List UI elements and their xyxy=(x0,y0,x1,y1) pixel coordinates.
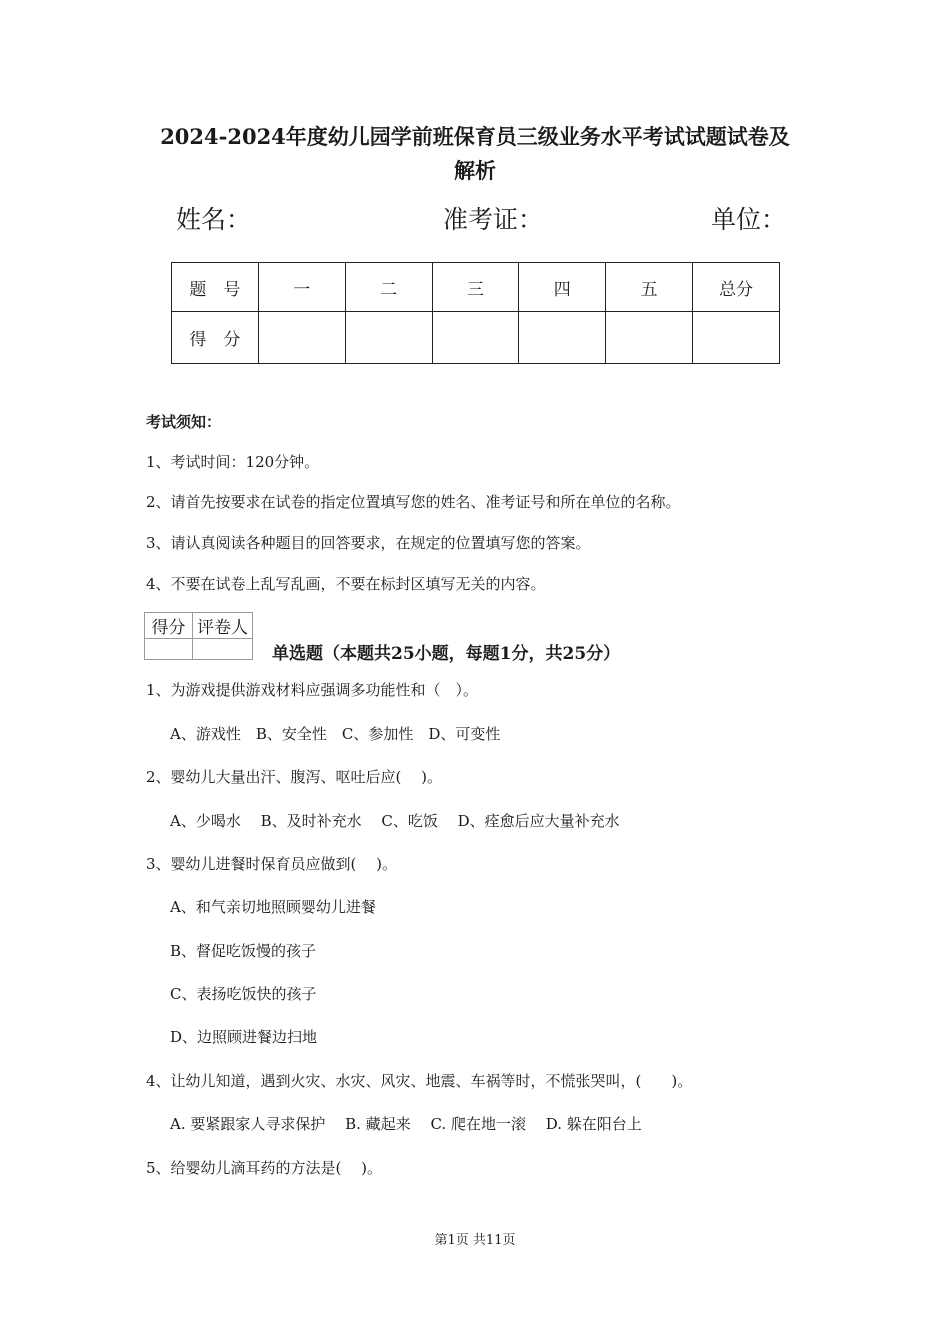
header-cell-question-no: 题 号 xyxy=(172,263,259,312)
header-cell-3: 三 xyxy=(432,263,519,312)
score-row-label: 得 分 xyxy=(172,312,259,364)
note-item-3: 3、请认真阅读各种题目的回答要求，在规定的位置填写您的答案。 xyxy=(146,534,591,552)
question-3-stem: 3、婴幼儿进餐时保育员应做到( )。 xyxy=(146,855,398,873)
grader-score-cell[interactable] xyxy=(145,639,193,660)
header-cell-2: 二 xyxy=(345,263,432,312)
question-3-option-c: C、表扬吃饭快的孩子 xyxy=(170,985,317,1003)
score-cell-3[interactable] xyxy=(432,312,519,364)
section-title: 单选题（本题共25小题，每题1分，共25分） xyxy=(272,644,621,664)
question-3-option-d: D、边照顾进餐边扫地 xyxy=(170,1028,318,1046)
question-4-stem: 4、让幼儿知道，遇到火灾、水灾、风灾、地震、车祸等时，不慌张哭叫，( )。 xyxy=(146,1072,693,1090)
question-2-options: A、少喝水 B、及时补充水 C、吃饭 D、痊愈后应大量补充水 xyxy=(170,812,620,830)
note-item-4: 4、不要在试卷上乱写乱画，不要在标封区填写无关的内容。 xyxy=(146,575,546,593)
score-cell-2[interactable] xyxy=(345,312,432,364)
grader-name-cell[interactable] xyxy=(193,639,253,660)
score-table-header-row xyxy=(172,263,780,312)
question-1-options: A、游戏性 B、安全性 C、参加性 D、可变性 xyxy=(170,725,501,743)
exam-number-label: 准考证： xyxy=(443,205,544,234)
score-cell-1[interactable] xyxy=(258,312,345,364)
score-table xyxy=(171,262,780,364)
notes-heading: 考试须知： xyxy=(146,413,222,431)
header-cell-4: 四 xyxy=(519,263,606,312)
question-3-option-b: B、督促吃饭慢的孩子 xyxy=(170,942,317,960)
score-table-score-row xyxy=(172,312,780,364)
note-item-1: 1、考试时间：120分钟。 xyxy=(146,453,320,471)
question-4-options: A. 要紧跟家人寻求保护 B. 藏起来 C. 爬在地一滚 D. 躲在阳台上 xyxy=(170,1115,642,1133)
header-cell-1: 一 xyxy=(258,263,345,312)
score-cell-total[interactable] xyxy=(693,312,780,364)
title-line-1: 2024-2024年度幼儿园学前班保育员三级业务水平考试试题试卷及 xyxy=(160,124,790,149)
question-5-stem: 5、给婴幼儿滴耳药的方法是( )。 xyxy=(146,1159,383,1177)
grader-box xyxy=(144,612,253,660)
title-line-2: 解析 xyxy=(454,158,496,183)
document-title xyxy=(120,120,830,188)
name-label: 姓名： xyxy=(176,205,252,234)
header-cell-total: 总分 xyxy=(693,263,780,312)
question-1-stem: 1、为游戏提供游戏材料应强调多功能性和（ ）。 xyxy=(146,681,479,699)
grader-score-label: 得分 xyxy=(145,613,193,639)
score-cell-4[interactable] xyxy=(519,312,606,364)
question-2-stem: 2、婴幼儿大量出汗、腹泻、呕吐后应( )。 xyxy=(146,768,443,786)
unit-label: 单位： xyxy=(711,205,787,234)
question-3-option-a: A、和气亲切地照顾婴幼儿进餐 xyxy=(170,898,376,916)
grader-name-label: 评卷人 xyxy=(193,613,253,639)
note-item-2: 2、请首先按要求在试卷的指定位置填写您的姓名、准考证号和所在单位的名称。 xyxy=(146,493,681,511)
header-cell-5: 五 xyxy=(606,263,693,312)
score-cell-5[interactable] xyxy=(606,312,693,364)
page-footer: 第1页 共11页 xyxy=(434,1233,516,1248)
